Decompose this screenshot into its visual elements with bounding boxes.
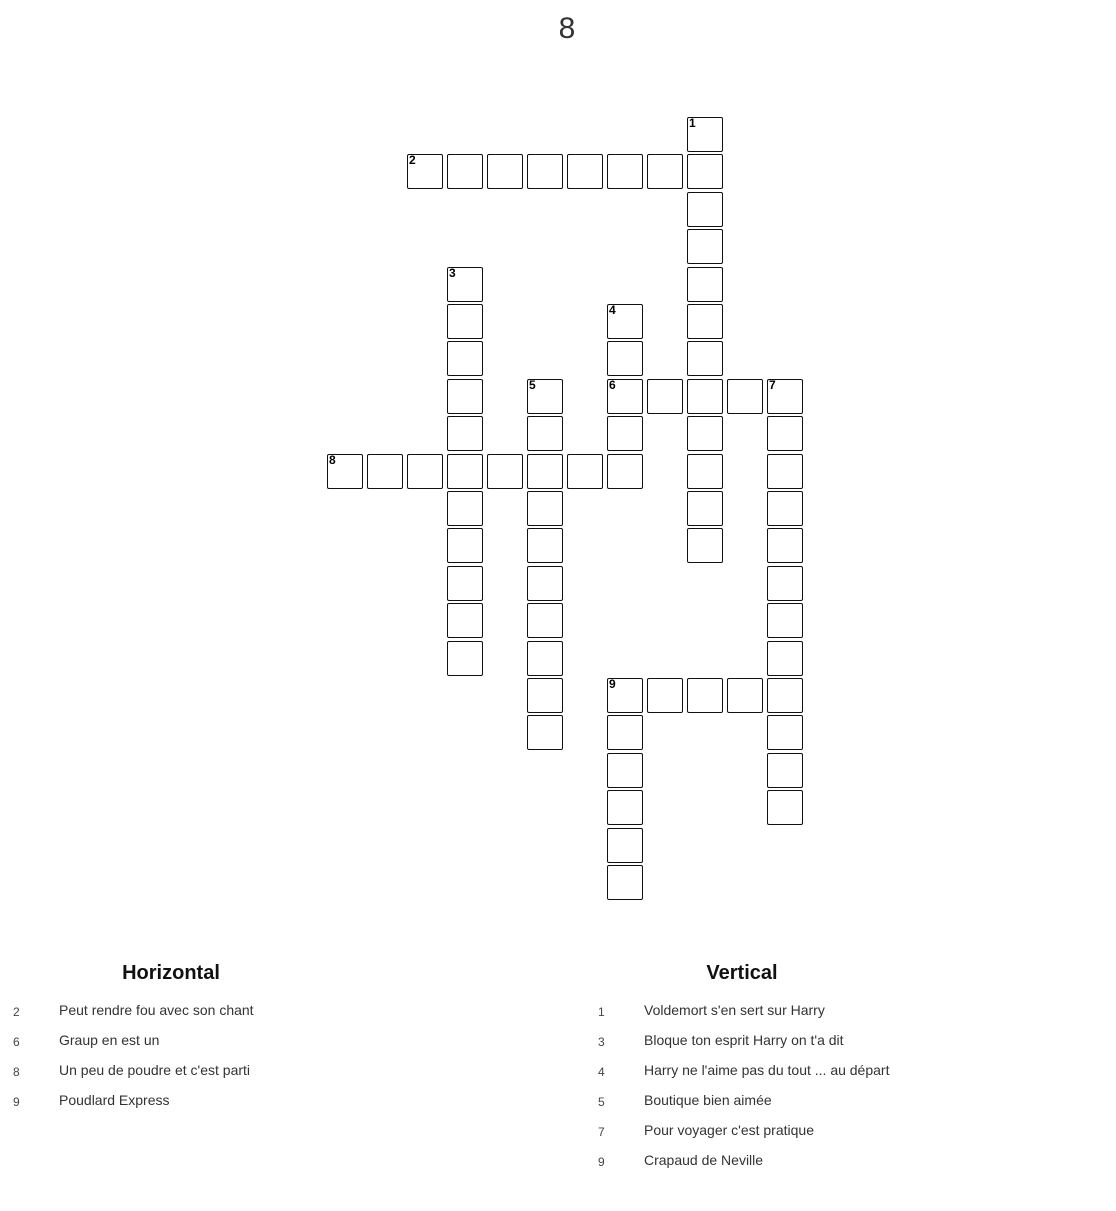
clue-item [13,1062,333,1082]
clue-item-text: Crapaud de Neville [644,1152,764,1168]
cell-input[interactable] [528,716,562,749]
cell-input[interactable] [608,305,642,338]
grid-cell[interactable] [447,416,483,451]
cell-input[interactable] [688,193,722,226]
clue-item [13,1032,333,1052]
clue-item-number: 9 [13,1095,20,1109]
clue-item-text: Un peu de poudre et c'est parti [59,1062,251,1078]
grid-cell[interactable] [767,715,803,750]
clue-item-text: Boutique bien aimée [644,1092,772,1108]
grid-cell[interactable] [527,603,563,638]
clue-number: 7 [769,378,776,392]
grid-cell-4[interactable] [607,304,643,339]
cell-input[interactable] [688,529,722,562]
cell-input[interactable] [648,155,682,188]
cell-input[interactable] [448,380,482,413]
grid-cell[interactable] [527,491,563,526]
grid-cell[interactable] [687,341,723,376]
cell-input[interactable] [768,791,802,824]
grid-cell-1[interactable] [687,117,723,152]
clue-item-text: Graup en est un [59,1032,160,1048]
cell-input[interactable] [528,679,562,712]
clue-number: 6 [609,378,616,392]
clue-item-number: 6 [13,1035,20,1049]
grid-cell[interactable] [767,753,803,788]
grid-cell[interactable] [447,304,483,339]
clue-item [13,1002,333,1022]
cell-input[interactable] [528,567,562,600]
grid-cell-2[interactable] [407,154,443,189]
grid-cell[interactable] [567,454,603,489]
grid-cell[interactable] [447,154,483,189]
grid-cell-3[interactable] [447,267,483,302]
clue-item-text: Harry ne l'aime pas du tout ... au départ [644,1062,890,1078]
cell-input[interactable] [768,754,802,787]
cell-input[interactable] [608,754,642,787]
grid-cell[interactable] [647,678,683,713]
cell-input[interactable] [448,268,482,301]
grid-cell[interactable] [727,678,763,713]
grid-cell[interactable] [527,641,563,676]
grid-cell[interactable] [607,454,643,489]
grid-cell[interactable] [447,454,483,489]
cell-input[interactable] [608,866,642,899]
grid-cell[interactable] [607,341,643,376]
grid-cell[interactable] [607,416,643,451]
cell-input[interactable] [688,492,722,525]
clue-item [598,1002,918,1022]
grid-cell[interactable] [527,715,563,750]
grid-cell[interactable] [527,528,563,563]
grid-cell[interactable] [647,154,683,189]
clue-item [13,1092,333,1112]
grid-cell-7[interactable] [767,379,803,414]
cell-input[interactable] [688,305,722,338]
cell-input[interactable] [768,380,802,413]
clue-item [598,1032,918,1052]
cell-input[interactable] [768,492,802,525]
grid-cell[interactable] [687,267,723,302]
clue-item [598,1062,918,1082]
cell-input[interactable] [768,642,802,675]
clue-item-text: Voldemort s'en sert sur Harry [644,1002,825,1018]
grid-cell[interactable] [687,528,723,563]
cell-input[interactable] [768,567,802,600]
clue-item-number: 3 [598,1035,605,1049]
clue-item [598,1092,918,1112]
clue-number: 1 [689,116,696,130]
grid-cell[interactable] [447,641,483,676]
cell-input[interactable] [448,567,482,600]
clue-item-number: 1 [598,1005,605,1019]
grid-cell[interactable] [527,678,563,713]
grid-cell[interactable] [527,566,563,601]
cell-input[interactable] [528,380,562,413]
cell-input[interactable] [448,642,482,675]
grid-cell[interactable] [607,828,643,863]
clue-item-text: Bloque ton esprit Harry on t'a dit [644,1032,844,1048]
grid-cell[interactable] [407,454,443,489]
cell-input[interactable] [448,155,482,188]
grid-cell[interactable] [687,379,723,414]
horizontal-clues [0,962,342,1142]
cell-input[interactable] [768,604,802,637]
grid-cell[interactable] [447,491,483,526]
clue-item-text: Poudlard Express [59,1092,170,1108]
cell-input[interactable] [448,604,482,637]
grid-cell[interactable] [607,790,643,825]
grid-cell[interactable] [687,416,723,451]
grid-cell[interactable] [487,154,523,189]
clue-item [598,1122,918,1142]
cell-input[interactable] [768,455,802,488]
grid-cell[interactable] [607,154,643,189]
grid-cell[interactable] [527,454,563,489]
grid-cell[interactable] [447,379,483,414]
cell-input[interactable] [568,155,602,188]
clue-item-text: Peut rendre fou avec son chant [59,1002,254,1018]
cell-input[interactable] [768,716,802,749]
cell-input[interactable] [688,380,722,413]
grid-cell[interactable] [567,154,603,189]
cell-input[interactable] [568,455,602,488]
grid-cell[interactable] [767,566,803,601]
cell-input[interactable] [528,492,562,525]
clue-item-number: 8 [13,1065,20,1079]
cell-input[interactable] [768,679,802,712]
cell-input[interactable] [448,342,482,375]
grid-cell[interactable] [607,753,643,788]
grid-cell-8[interactable] [327,454,363,489]
cell-input[interactable] [688,230,722,263]
grid-cell[interactable] [767,528,803,563]
cell-input[interactable] [608,155,642,188]
clue-item-number: 2 [13,1005,20,1019]
grid-cell[interactable] [687,229,723,264]
cell-input[interactable] [608,679,642,712]
grid-cell-6[interactable] [607,379,643,414]
grid-cell[interactable] [527,154,563,189]
cell-input[interactable] [408,155,442,188]
grid-cell[interactable] [687,154,723,189]
cell-input[interactable] [688,118,722,151]
cell-input[interactable] [488,155,522,188]
cell-input[interactable] [368,455,402,488]
grid-cell[interactable] [727,379,763,414]
grid-cell[interactable] [487,454,523,489]
clue-number: 3 [449,266,456,280]
grid-cell[interactable] [447,566,483,601]
cell-input[interactable] [528,604,562,637]
cell-input[interactable] [648,679,682,712]
clue-number: 2 [409,153,416,167]
cell-input[interactable] [608,791,642,824]
grid-cell[interactable] [767,416,803,451]
cell-input[interactable] [688,342,722,375]
cell-input[interactable] [608,455,642,488]
grid-cell[interactable] [767,454,803,489]
clue-item-number: 7 [598,1125,605,1139]
cell-input[interactable] [528,642,562,675]
cell-input[interactable] [728,679,762,712]
cell-input[interactable] [528,529,562,562]
grid-cell[interactable] [767,641,803,676]
clue-item-text: Pour voyager c'est pratique [644,1122,814,1138]
cell-input[interactable] [688,455,722,488]
cell-input[interactable] [448,455,482,488]
clue-item-number: 9 [598,1155,605,1169]
grid-cell[interactable] [767,603,803,638]
cell-input[interactable] [688,155,722,188]
grid-cell[interactable] [647,379,683,414]
clue-item [598,1152,918,1172]
clue-number: 9 [609,677,616,691]
grid-cell-5[interactable] [527,379,563,414]
cell-input[interactable] [768,417,802,450]
grid-cell-9[interactable] [607,678,643,713]
clue-number: 5 [529,378,536,392]
cell-input[interactable] [608,380,642,413]
clue-number: 8 [329,453,336,467]
grid-cell[interactable] [767,790,803,825]
cell-input[interactable] [408,455,442,488]
cell-input[interactable] [528,417,562,450]
cell-input[interactable] [728,380,762,413]
cell-input[interactable] [608,417,642,450]
grid-cell[interactable] [687,454,723,489]
vertical-heading: Vertical [706,962,778,984]
cell-input[interactable] [688,679,722,712]
vertical-clues [585,962,899,1192]
cell-input[interactable] [688,268,722,301]
grid-cell[interactable] [687,678,723,713]
cell-input[interactable] [448,305,482,338]
grid-cell[interactable] [687,491,723,526]
cell-input[interactable] [448,529,482,562]
grid-cell[interactable] [767,491,803,526]
cell-input[interactable] [528,455,562,488]
grid-cell[interactable] [367,454,403,489]
grid-cell[interactable] [607,715,643,750]
clue-number: 4 [609,303,616,317]
grid-cell[interactable] [447,603,483,638]
cell-input[interactable] [768,529,802,562]
grid-cell[interactable] [527,416,563,451]
cell-input[interactable] [448,417,482,450]
cell-input[interactable] [528,155,562,188]
grid-cell[interactable] [767,678,803,713]
cell-input[interactable] [648,380,682,413]
grid-cell[interactable] [447,341,483,376]
horizontal-heading: Horizontal [122,962,220,984]
cell-input[interactable] [688,417,722,450]
cell-input[interactable] [488,455,522,488]
cell-input[interactable] [608,342,642,375]
cell-input[interactable] [448,492,482,525]
cell-input[interactable] [328,455,362,488]
clue-item-number: 4 [598,1065,605,1079]
cell-input[interactable] [608,829,642,862]
grid-cell[interactable] [447,528,483,563]
cell-input[interactable] [608,716,642,749]
grid-cell[interactable] [687,192,723,227]
page-title: 8 [558,12,576,45]
clue-item-number: 5 [598,1095,605,1109]
grid-cell[interactable] [607,865,643,900]
grid-cell[interactable] [687,304,723,339]
